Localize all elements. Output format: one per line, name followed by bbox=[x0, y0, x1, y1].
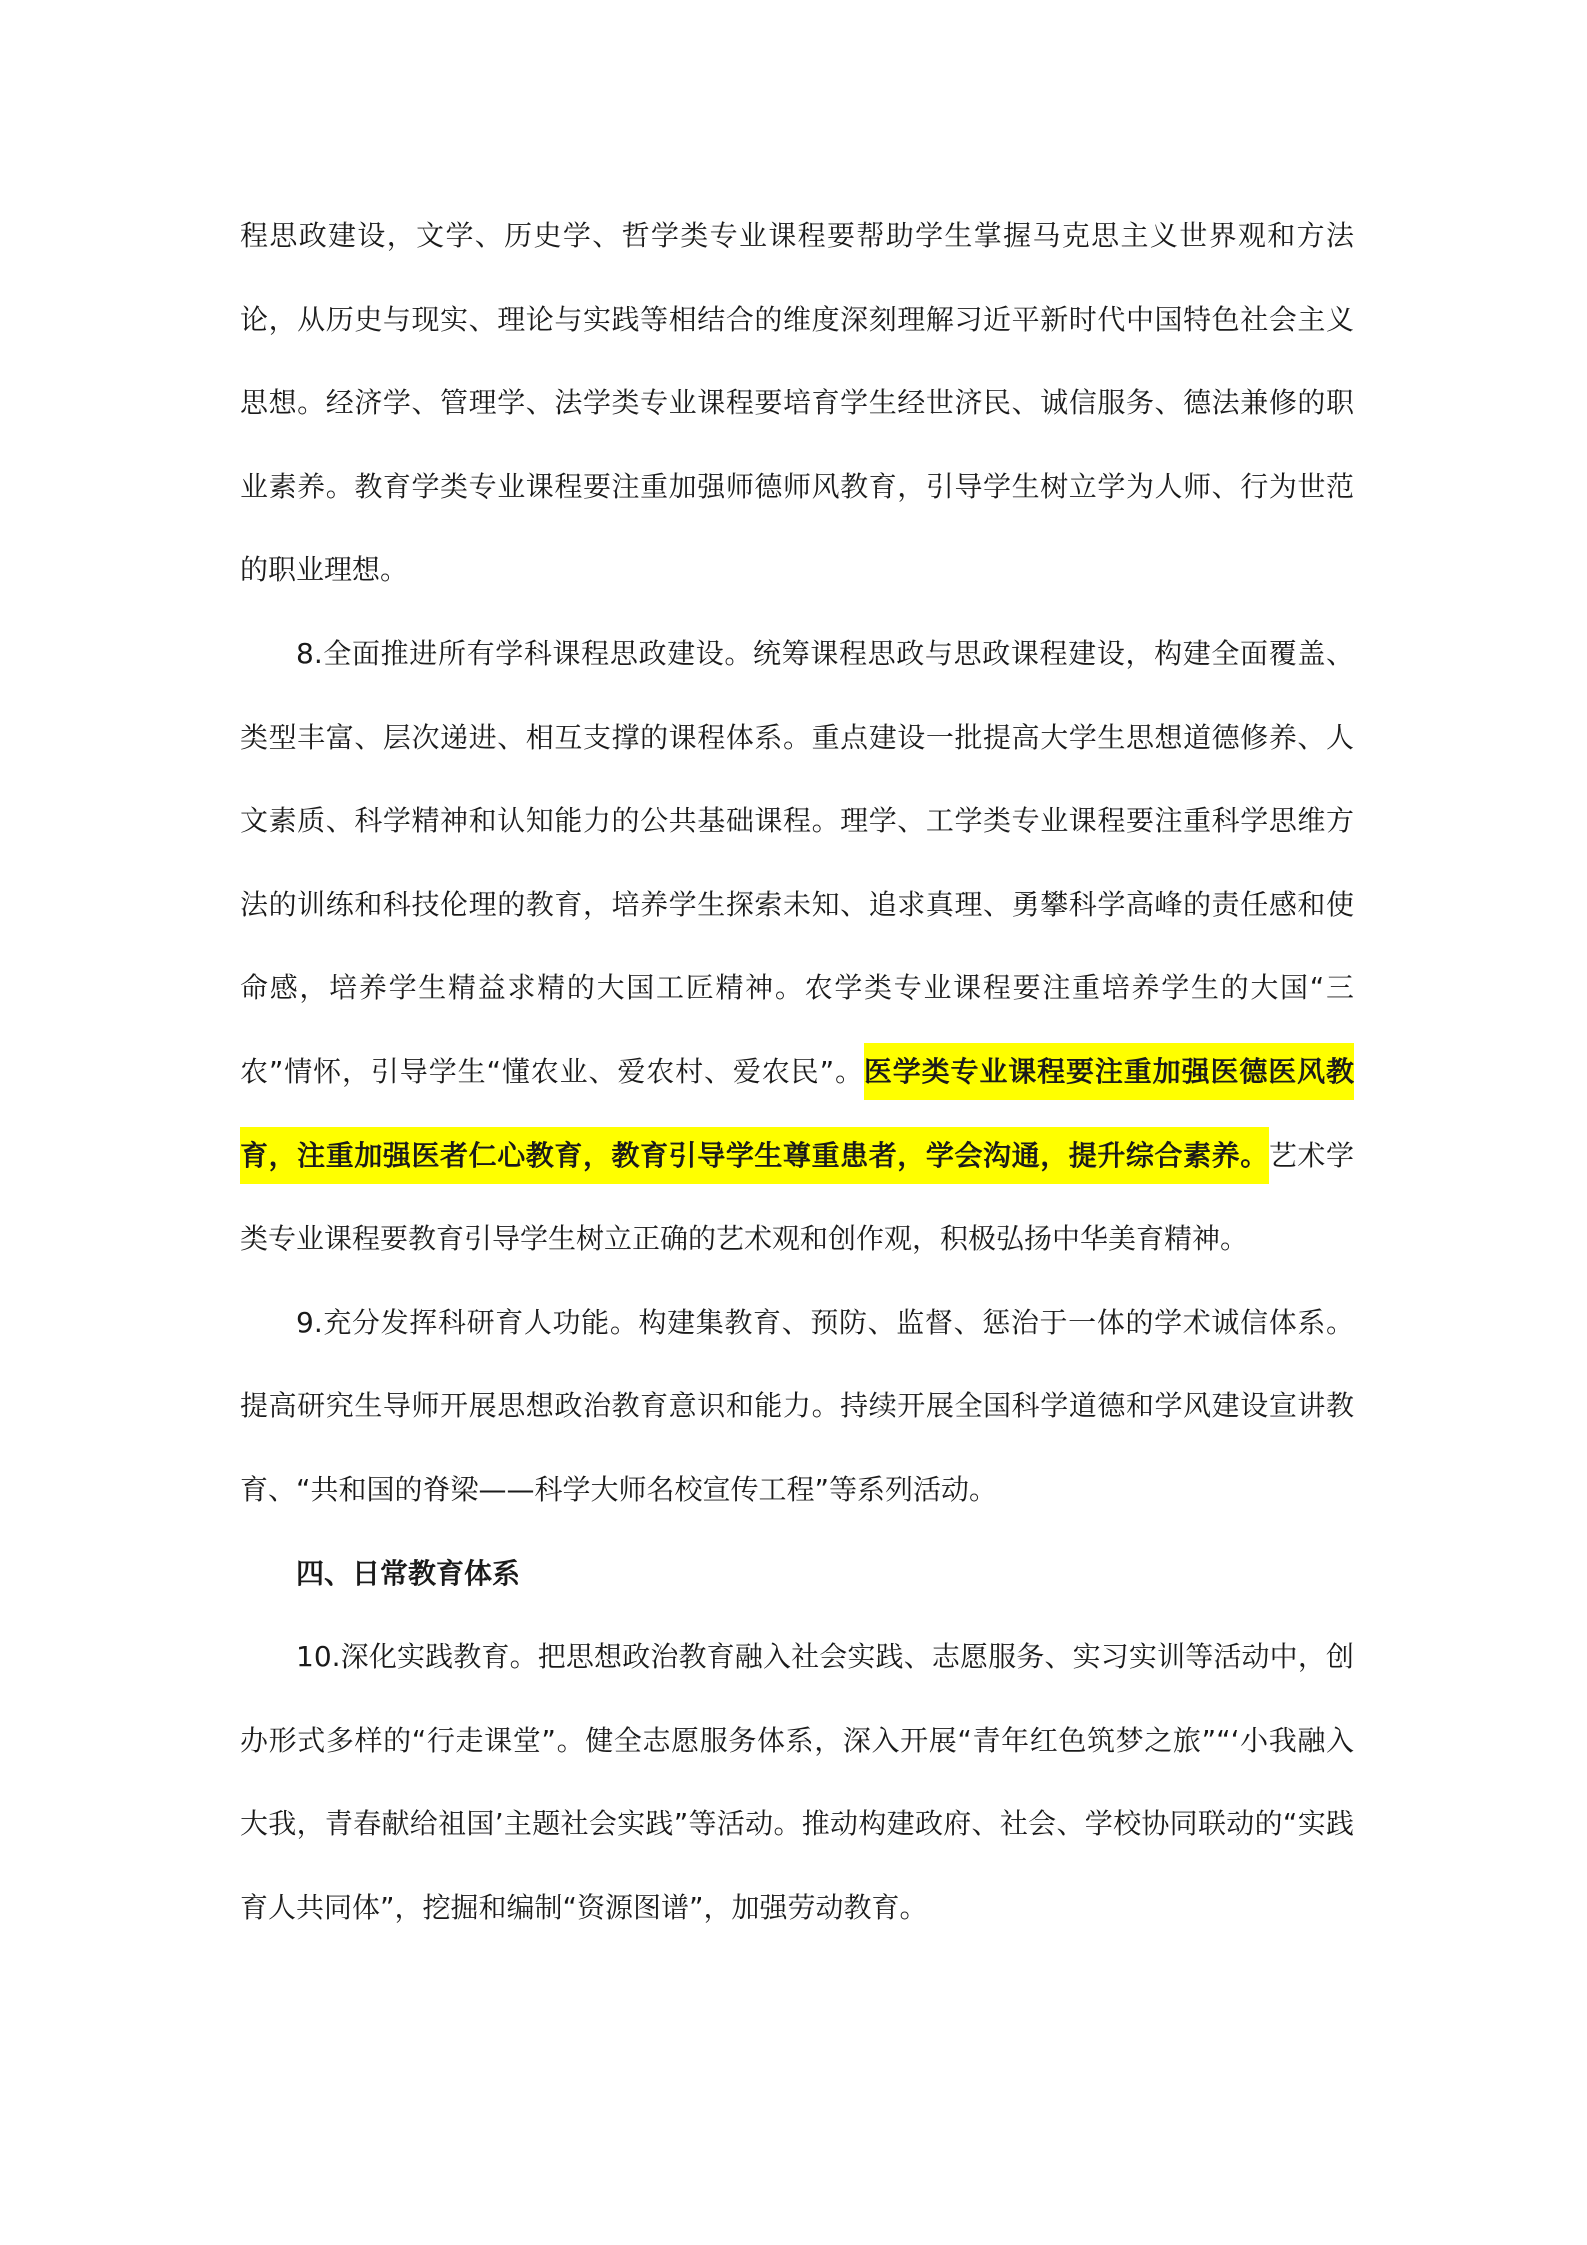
paragraph-8-text: 8.全面推进所有学科课程思政建设。统筹课程思政与思政课程建设，构建全面覆盖、类型丰富、层次递进、相互支撑的课程体系。重点建设一批提高大学生思想道德修养、人文素质、科学精神和认知能力的公共基础课程。理学、工学类专业课程要注重科学思维方法的训练和科技伦理的教育，培养学生探索未知、追求真理、勇攀科学高峰的责任感和使命感，培养学生精益求精的大国工匠精神。农学类专业课程要注重培养学生的大国“三农”情怀，引导学生“懂农业、爱农村、爱农民”。 bbox=[240, 636, 1354, 1088]
paragraph-8-text-after: 艺术学类专业课程要教育引导学生树立正确的艺术观和创作观，积极弘扬中华美育精神。 bbox=[240, 1138, 1354, 1256]
paragraph-10: 10.深化实践教育。把思想政治教育融入社会实践、志愿服务、实习实训等活动中，创办形式多样的“行走课堂”。健全志愿服务体系，深入开展“青年红色筑梦之旅”“‘小我融入大我，青春献给祖国’主题社会实践”等活动。推动构建政府、社会、学校协同联动的“实践育人共同体”，挖掘和编制“资源图谱”，加强劳动教育。 bbox=[240, 1640, 1354, 1924]
paragraph-8 bbox=[240, 612, 1354, 1281]
paragraph-9: 9.充分发挥科研育人功能。构建集教育、预防、监督、惩治于一体的学术诚信体系。提高研究生导师开展思想政治教育意识和能力。持续开展全国科学道德和学风建设宣讲教育、“共和国的脊梁——科学大师名校宣传工程”等系列活动。 bbox=[240, 1305, 1354, 1506]
highlighted-text: 医学类专业课程要注重加强医德医风教育，注重加强医者仁心教育，教育引导学生尊重患者，学会沟通，提升综合素养。 bbox=[240, 1043, 1354, 1184]
document-body bbox=[240, 194, 1354, 1949]
section-heading: 四、日常教育体系 bbox=[296, 1556, 521, 1590]
paragraph-continued: 程思政建设，文学、历史学、哲学类专业课程要帮助学生掌握马克思主义世界观和方法论，从历史与现实、理论与实践等相结合的维度深刻理解习近平新时代中国特色社会主义思想。经济学、管理学、法学类专业课程要培育学生经世济民、诚信服务、德法兼修的职业素养。教育学类专业课程要注重加强师德师风教育，引导学生树立学为人师、行为世范的职业理想。 bbox=[240, 219, 1354, 587]
